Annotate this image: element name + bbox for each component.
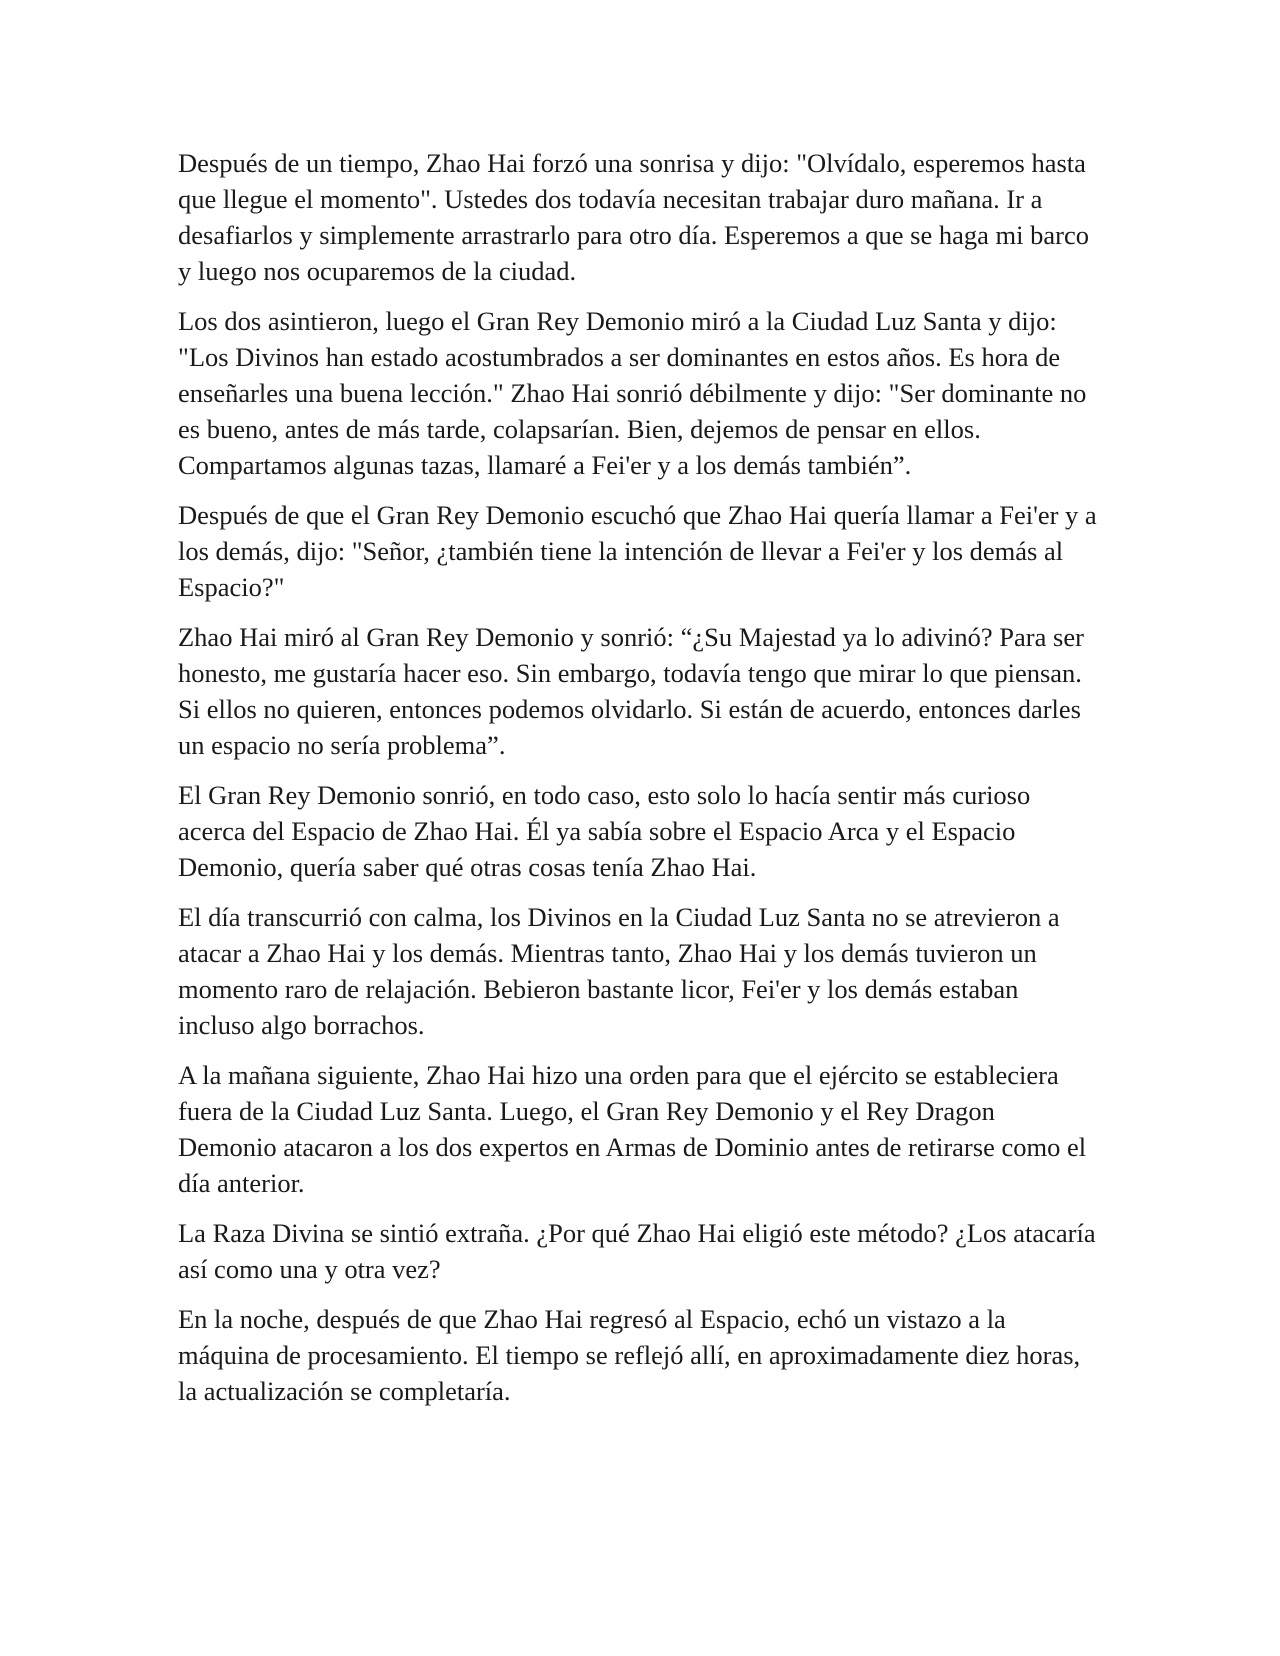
paragraph: La Raza Divina se sintió extraña. ¿Por qué Zhao Hai eligió este método? ¿Los atacaría así como una y otra vez? bbox=[178, 1218, 1096, 1284]
paragraph: El Gran Rey Demonio sonrió, en todo caso, esto solo lo hacía sentir más curioso acerca del Espacio de Zhao Hai. Él ya sabía sobre el Espacio Arca y el Espacio Demonio, quería saber qué otras cosas tenía Zhao Hai. bbox=[178, 780, 1031, 882]
paragraph: Después de un tiempo, Zhao Hai forzó una sonrisa y dijo: "Olvídalo, esperemos hasta que llegue el momento". Ustedes dos todavía necesitan trabajar duro mañana. Ir a desafiarlos y simplemente arrastrarlo para otro día. Esperemos a que se haga mi barco y luego nos ocuparemos de la ciudad. bbox=[178, 148, 1089, 286]
paragraph: A la mañana siguiente, Zhao Hai hizo una orden para que el ejército se estableciera fuera de la Ciudad Luz Santa. Luego, el Gran Rey Demonio y el Rey Dragon Demonio atacaron a los dos expertos en Armas de Dominio antes de retirarse como el día anterior. bbox=[178, 1060, 1087, 1198]
paragraph: Zhao Hai miró al Gran Rey Demonio y sonrió: “¿Su Majestad ya lo adivinó? Para ser honesto, me gustaría hacer eso. Sin embargo, todavía tengo que mirar lo que piensan. Si ellos no quieren, entonces podemos olvidarlo. Si están de acuerdo, entonces darles un espacio no sería problema”. bbox=[178, 622, 1084, 760]
paragraph: Los dos asintieron, luego el Gran Rey Demonio miró a la Ciudad Luz Santa y dijo: "Los Divinos han estado acostumbrados a ser dominantes en estos años. Es hora de enseñarles una buena lección." Zhao Hai sonrió débilmente y dijo: "Ser dominante no es bueno, antes de más tarde, colapsarían. Bien, dejemos de pensar en ellos. Compartamos algunas tazas, llamaré a Fei'er y a los demás también”. bbox=[178, 306, 1087, 480]
paragraph: El día transcurrió con calma, los Divinos en la Ciudad Luz Santa no se atrevieron a atacar a Zhao Hai y los demás. Mientras tanto, Zhao Hai y los demás tuvieron un momento raro de relajación. Bebieron bastante licor, Fei'er y los demás estaban incluso algo borrachos. bbox=[178, 902, 1060, 1040]
paragraph: Después de que el Gran Rey Demonio escuchó que Zhao Hai quería llamar a Fei'er y a los demás, dijo: "Señor, ¿también tiene la intención de llevar a Fei'er y los demás al Espacio?" bbox=[178, 500, 1097, 602]
paragraph: En la noche, después de que Zhao Hai regresó al Espacio, echó un vistazo a la máquina de procesamiento. El tiempo se reflejó allí, en aproximadamente diez horas, la actualización se completaría. bbox=[178, 1304, 1081, 1406]
document-page bbox=[178, 145, 1098, 1423]
